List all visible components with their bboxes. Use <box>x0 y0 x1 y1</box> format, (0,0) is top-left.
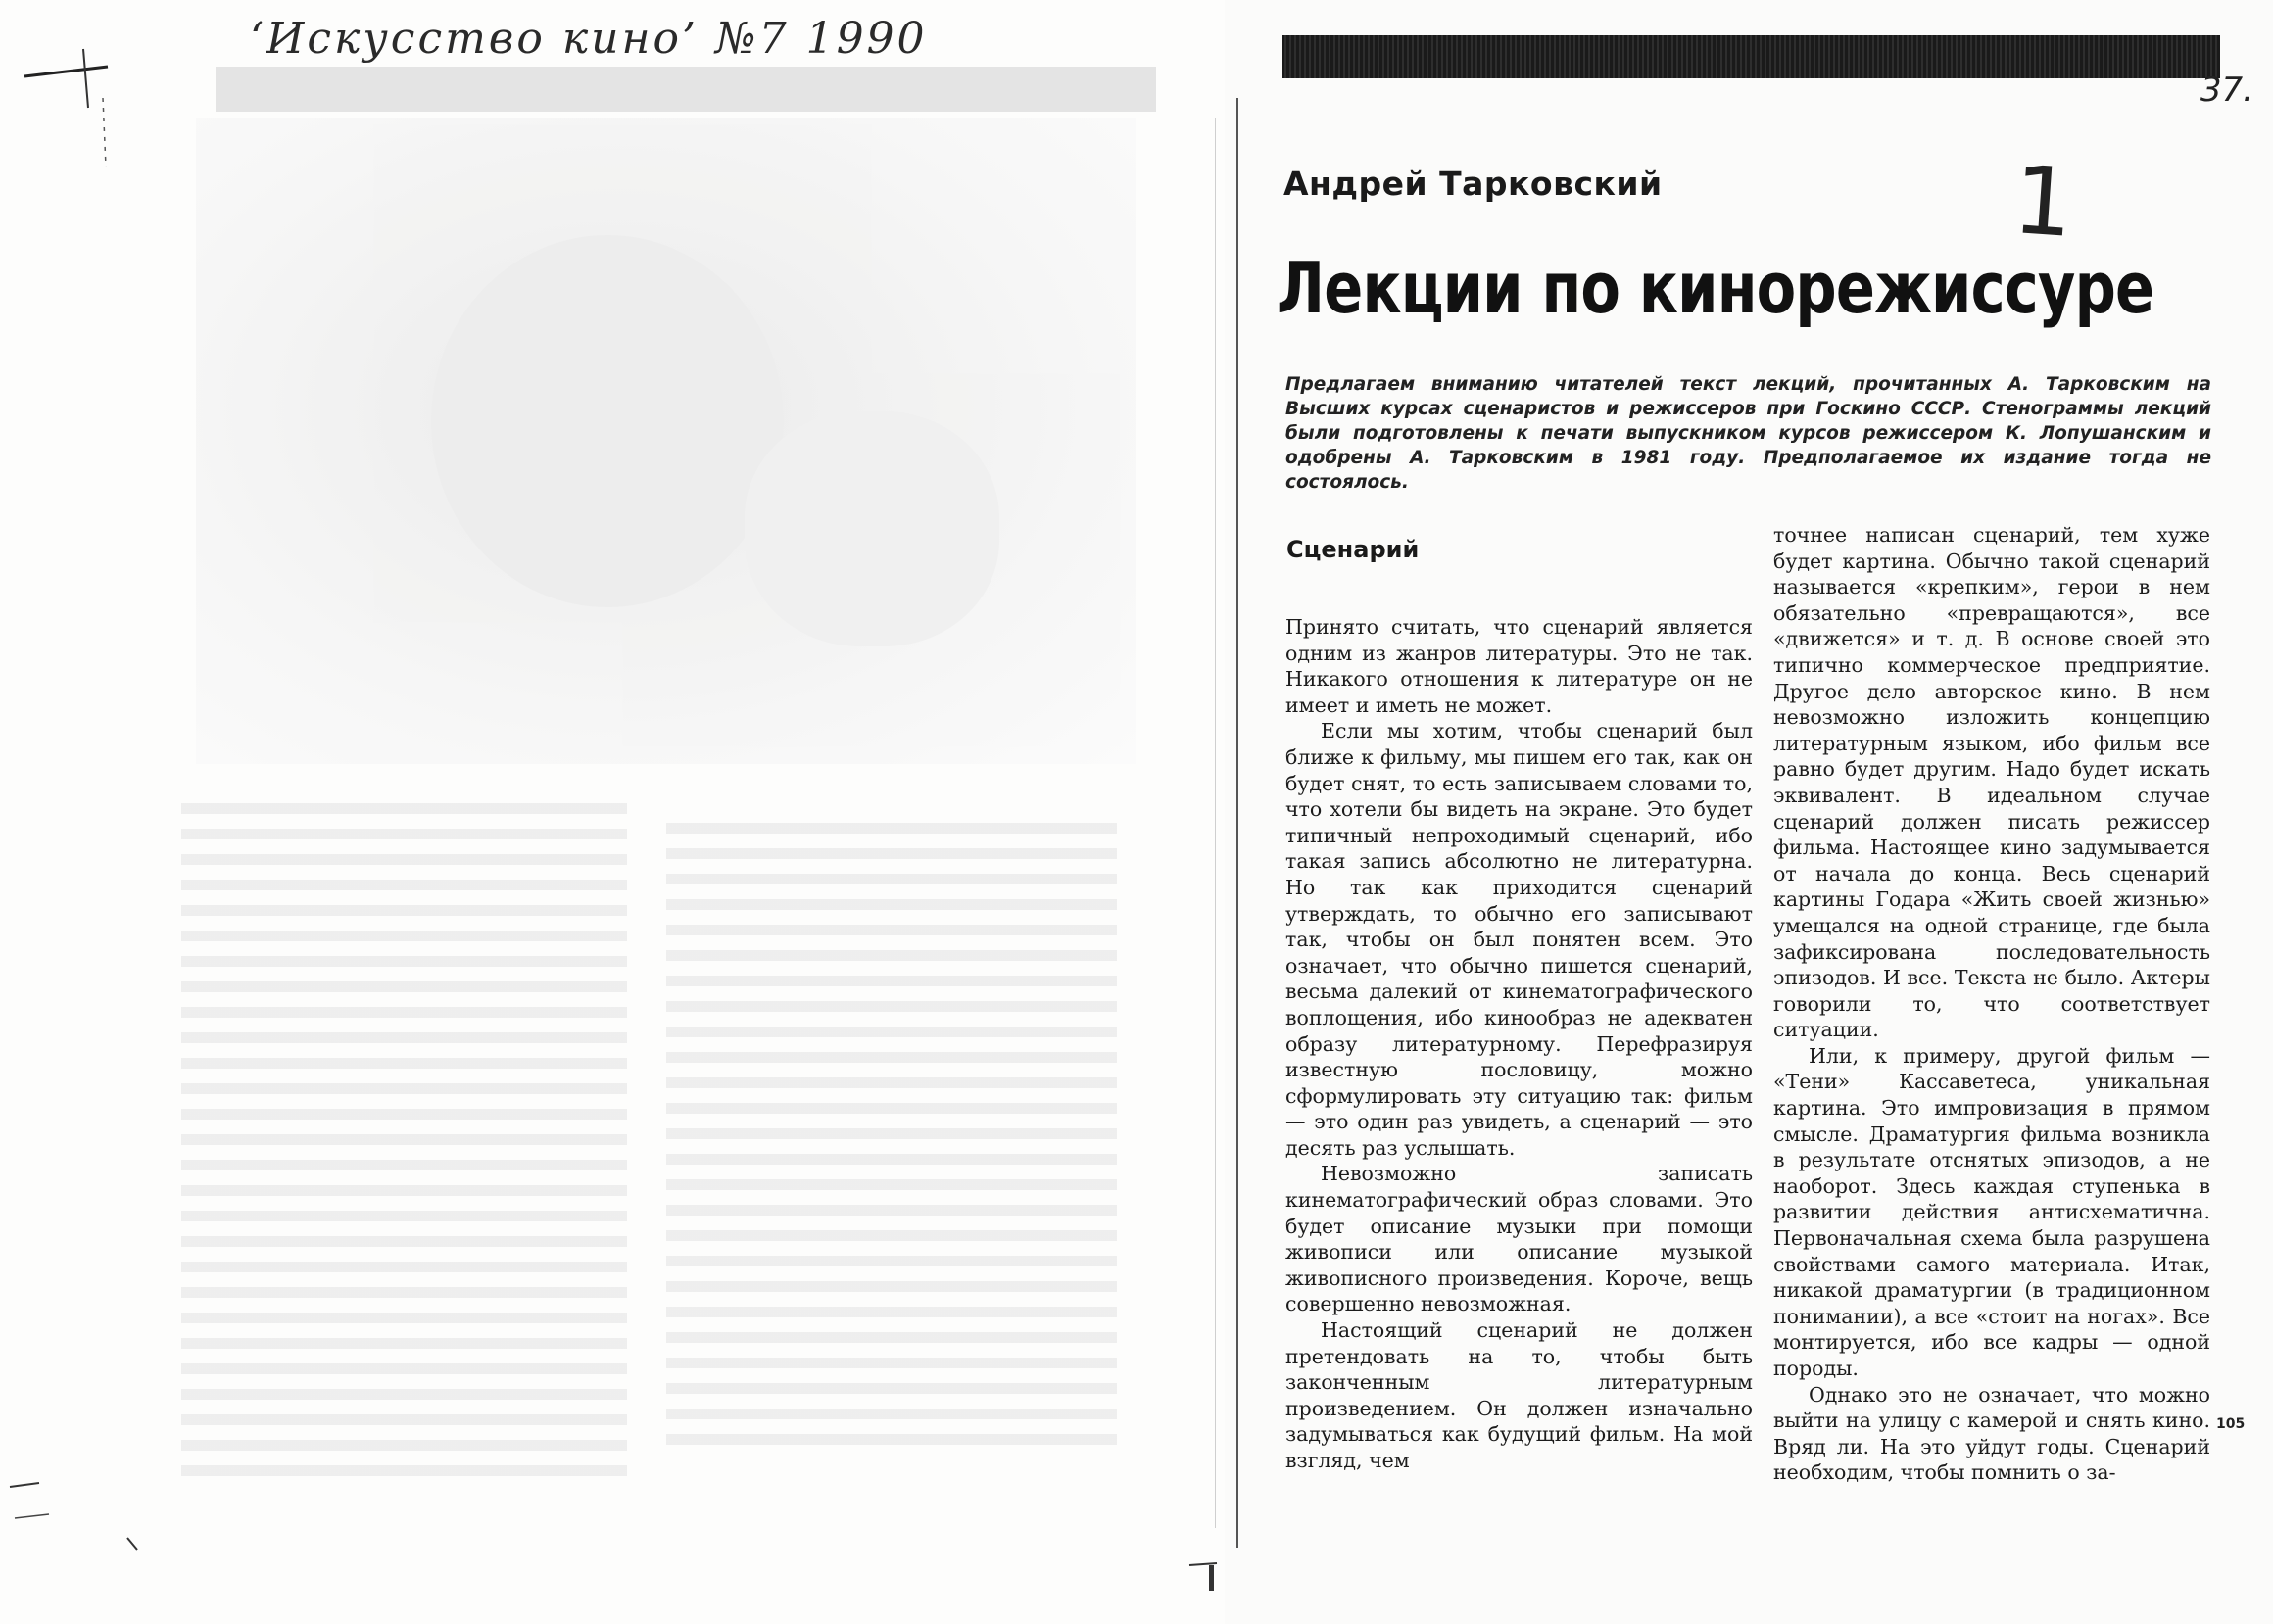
paragraph: Принято считать, что сценарий является одним из жанров литературы. Это не так. Никакого отношения к литературе он не имеет и иметь не может. <box>1285 615 1753 717</box>
paragraph: точнее написан сценарий, тем хуже будет картина. Обычно такой сценарий называется «крепким», герои в нем обязательно «превращаются», все «движется» и т. д. В основе своей это типично коммерческое предприятие. Другое дело авторское кино. В нем невозможно изложить концепцию литературным языком, ибо фильм все равно будет другим. Надо будет искать эквивалент. В идеальном случае сценарий должен писать режиссер фильма. Настоящее кино задумывается от начала до конца. Весь сценарий картины Годара «Жить своей жизнью» умещался на одной странице, где была зафиксирована последовательность эпизодов. И все. Текста не было. Актеры говорили то, что соответствует ситуации. <box>1773 523 2210 1042</box>
page-number: 105 <box>2216 1416 2246 1432</box>
paragraph: Настоящий сценарий не должен претендовать на то, чтобы быть законченным литературным произведением. Он должен изначально задумываться как будущий фильм. На мой взгляд, чем <box>1285 1318 1753 1472</box>
right-page <box>1239 0 2273 1624</box>
page-shadow-line <box>1215 118 1216 1528</box>
text-column-right <box>1773 522 2210 1486</box>
faded-text-column <box>181 803 627 1489</box>
faded-photo-shape <box>431 235 784 607</box>
left-page-header-bar <box>216 67 1156 112</box>
article-title: Лекции по кинорежиссуре <box>1277 247 2154 329</box>
faded-photo-shape <box>745 411 999 646</box>
paragraph: Невозможно записать кинематографический образ словами. Это будет описание музыки при помощи живописи или описание музыкой живописного произведения. Короче, вещь совершенно невозможная. <box>1285 1162 1753 1316</box>
handwritten-page-number: 37. <box>2200 71 2253 110</box>
paragraph: Или, к примеру, другой фильм — «Тени» Кассаветеса, уникальная картина. Это импровизация в прямом смысле. Драматургия фильма возникла в результате отснятых эпизодов, а не наоборот. Здесь каждая ступенька в развитии действия антисхематична. Первоначальная схема была разрушена свойствами самого материала. Итак, никакой драматургии (в традиционном понимании), а все «стоит на ногах». Все монтируется, ибо все кадры — одной породы. <box>1773 1043 2210 1380</box>
paragraph: Однако это не означает, что можно выйти на улицу с камерой и снять кино. Вряд ли. На это уйдут годы. Сценарий необходим, чтобы помнить о за- <box>1773 1382 2210 1485</box>
handwritten-source-note: ‘Искусство кино’ №7 1990 <box>250 14 928 64</box>
faded-photo <box>196 118 1136 764</box>
book-spine <box>1236 98 1238 1548</box>
section-heading: Сценарий <box>1286 536 1420 563</box>
faded-text-column <box>666 823 1117 1459</box>
header-band <box>1282 35 2220 78</box>
article-author: Андрей Тарковский <box>1283 165 1663 203</box>
crop-marks <box>0 1479 157 1616</box>
handwritten-number: 1 <box>2009 145 2077 259</box>
article-intro: Предлагаем вниманию читателей текст лекций, прочитанных А. Тарковским на Высших курсах сценаристов и режиссеров при Госкино СССР. Стенограммы лекций были подготовлены к печати выпускником курсов режиссером К. Лопушанским и одобрены А. Тарковским в 1981 году. Предполагаемое их издание тогда не состоялось. <box>1285 374 2211 493</box>
text-column-left <box>1285 614 1753 1474</box>
paragraph: Если мы хотим, чтобы сценарий был ближе к фильму, мы пишем его так, как он будет снят, то есть записываем словами то, что хотели бы видеть на экране. Это будет типичный непроходимый сценарий, ибо такая запись абсолютно не литературна. Но так как приходится сценарий утверждать, то обычно его записывают так, чтобы он был понятен всем. Это означает, что обычно пишется сценарий, весьма далекий от кинематографического воплощения, ибо кинообраз не адекватен образу литературному. Перефразируя известную пословицу, можно сформулировать эту ситуацию так: фильм — это один раз увидеть, а сценарий — это десять раз услышать. <box>1285 719 1753 1160</box>
binding-staple-mark <box>1187 1559 1231 1595</box>
pen-marks <box>10 20 127 196</box>
